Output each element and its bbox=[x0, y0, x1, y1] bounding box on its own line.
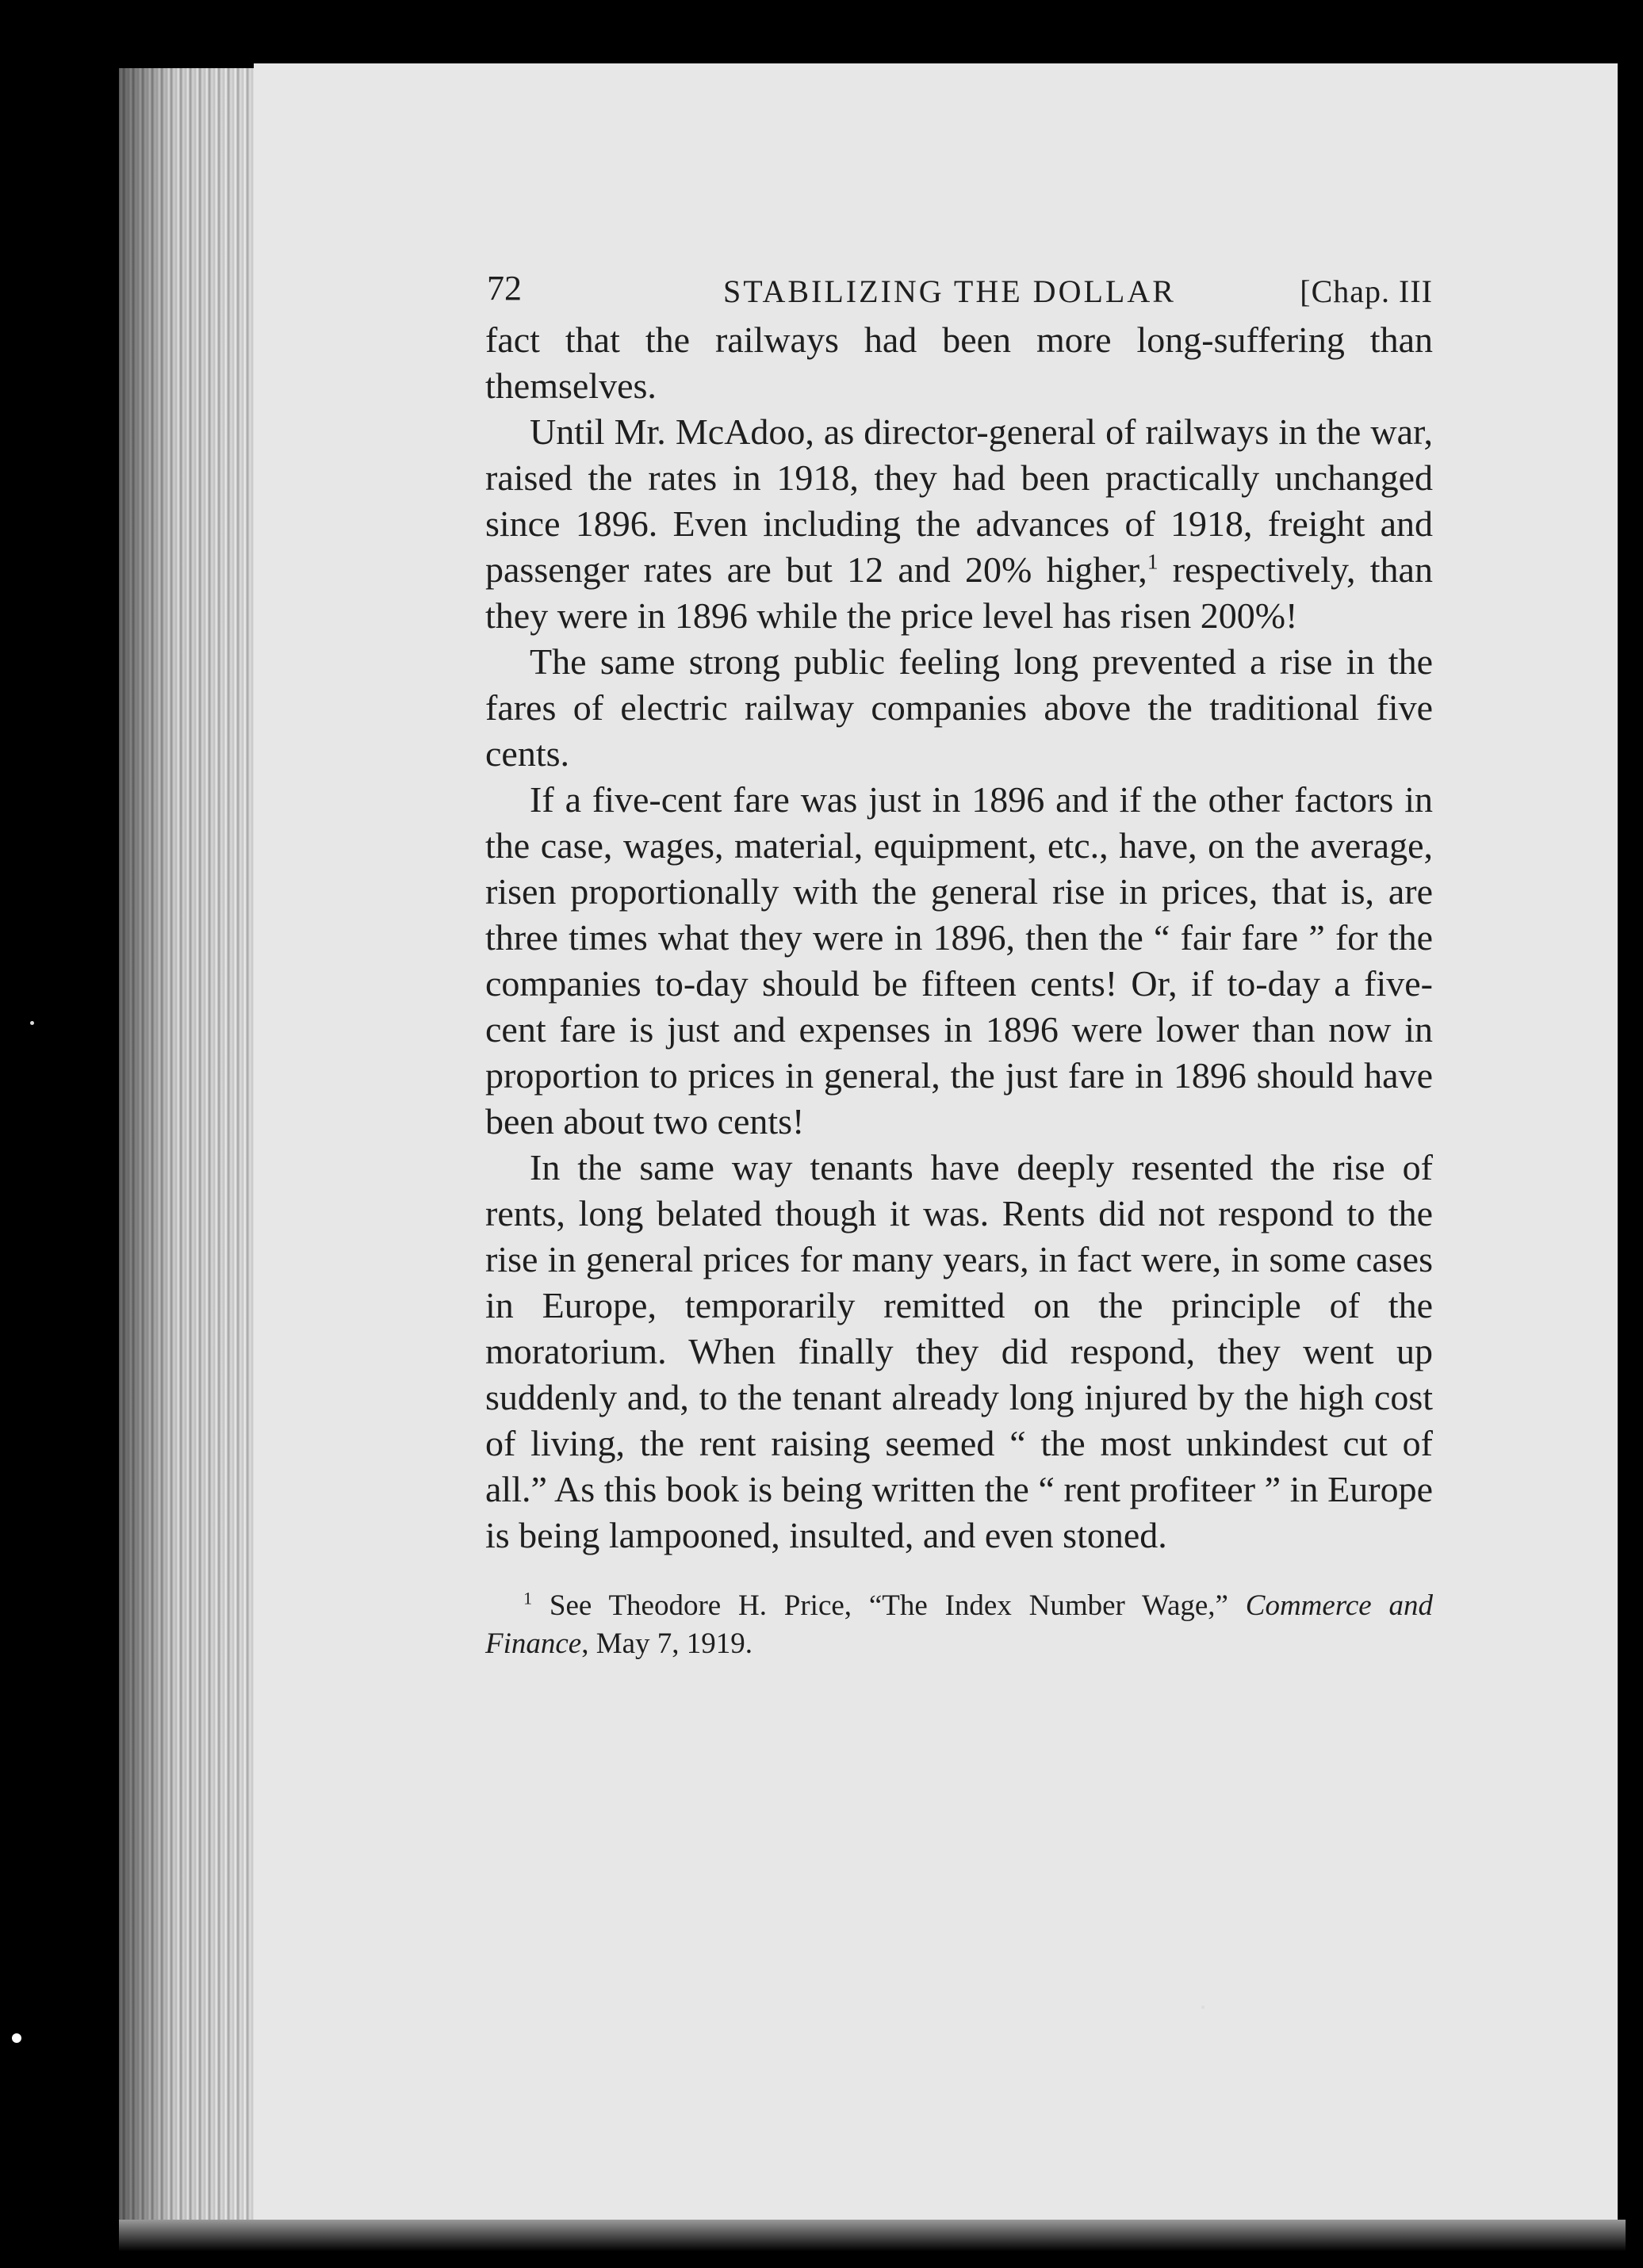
page-edges-shadow bbox=[119, 68, 258, 2224]
dust-speck bbox=[1201, 2006, 1204, 2009]
footnote-date: , May 7, 1919. bbox=[581, 1627, 753, 1660]
paragraph-railway-rates bbox=[485, 409, 1433, 639]
page-number: 72 bbox=[487, 269, 522, 308]
footnote-reference: 1 bbox=[1147, 549, 1159, 574]
chapter-reference: [Chap. III bbox=[1300, 273, 1433, 309]
paragraph-rents: In the same way tenants have deeply resented the rise of rents, long belated though it was. Rents did not respond to the rise in general prices for many years, in fact were, in some cases in Europe, temporarily remitted on the principle of the moratorium. When finally they did respond, they went up suddenly and, to the tenant already long injured by the high cost of living, the rent raising seemed “ the most unkindest cut of all.” As this book is being written the “ rent profiteer ” in Europe is being lampooned, insulted, and even stoned. bbox=[485, 1147, 1433, 1555]
paragraph-text: Until Mr. McAdoo, as director-general of railways in the war, raised the rates in 1918, they had been practically unchanged since 1896. Even including the advances of 1918, freight and passenger rates are but 12 and 20% higher, bbox=[485, 411, 1433, 590]
page-content bbox=[485, 262, 1433, 1663]
footnote-text: See Theodore H. Price, “The Index Number Wage,” bbox=[532, 1589, 1246, 1622]
footnote bbox=[485, 1587, 1433, 1663]
bottom-shadow bbox=[119, 2220, 1626, 2251]
footnote-mark: 1 bbox=[523, 1588, 533, 1608]
paragraph-fair-fare: If a five-cent fare was just in 1896 and if the other factors in the case, wages, material, equipment, etc., have, on the average, risen proportionally with the general rise in prices, that is, are three times what they were in 1896, then the “ fair fare ” for the companies to-day should be fifteen cents! Or, if to-day a five-cent fare is just and expenses in 1896 were lower than now in proportion to prices in general, the just fare in 1896 should have been about two cents! bbox=[485, 779, 1433, 1142]
dust-speck bbox=[30, 1021, 34, 1025]
paragraph-continued: fact that the railways had been more long-suffering than themselves. bbox=[485, 319, 1433, 406]
footnote-publication: Commerce and Finance bbox=[485, 1589, 1433, 1660]
dust-speck bbox=[12, 2033, 21, 2043]
running-title: STABILIZING THE DOLLAR bbox=[723, 273, 1176, 309]
running-header bbox=[485, 262, 1433, 317]
paragraph-text: respectively, than they were in 1896 while the price level has risen 200%! bbox=[485, 549, 1433, 636]
paragraph-electric-fares: The same strong public feeling long prevented a rise in the fares of electric railway companies above the traditional five cents. bbox=[485, 641, 1433, 774]
